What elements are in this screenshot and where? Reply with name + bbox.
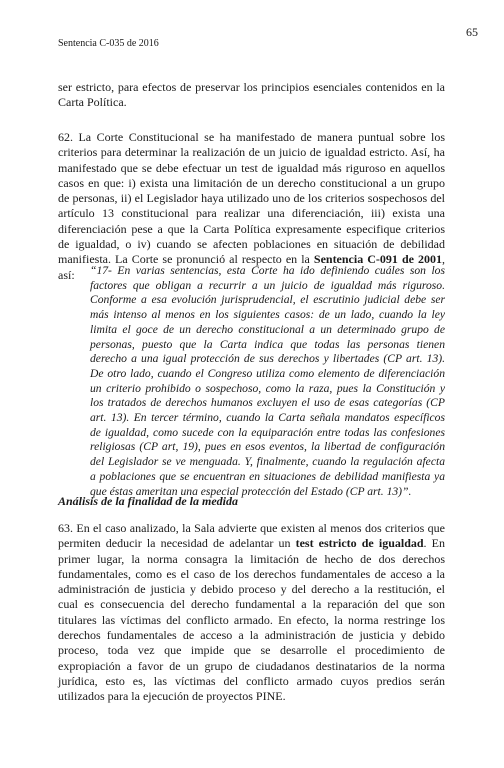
text-run: , [442,252,445,267]
text-line: administración de justicia y debido proceso y del derecho a la restitución, el [58,582,445,597]
text-run: permiten deducir la necesidad de adelantar un [58,536,296,551]
text-line [58,536,445,551]
text-line: de personas, ii) el Legislador haya utilizado uno de los criterios sospechosos del [58,191,445,206]
quote-line: a poblaciones que se encuentran en situaciones de debilidad manifiesta ya [90,469,445,483]
running-head: Sentencia C-035 de 2016 [58,38,159,49]
block-quote [90,264,445,499]
quote-line: los tratados de derechos humanos excluyen el uso de esas categorías (CP [90,396,445,410]
bold-term: test estricto de igualdad [295,536,424,551]
text-run: . En [423,536,445,551]
intro-paragraph [58,80,445,111]
text-line: 62. La Corte Constitucional se ha manifestado de manera puntual sobre los [58,130,445,144]
text-line: 63. En el caso analizado, la Sala advierte que existen al menos dos criterios que [58,521,445,535]
quote-line: factores que obligan a recurrir a un juicio de igualdad más riguroso. [90,278,445,292]
text-line: proceso, toda vez que impide que se desarrolle el procedimiento de [58,643,445,658]
quote-line: de igualdad, como sucede con la equiparación entre todas las confesiones [90,425,445,439]
quote-line: que éstas ameritan una especial protección del Estado (CP art. 13)”. [90,484,412,498]
text-line: así: [58,267,75,282]
text-line: cual es consecuencia del derecho fundamental a la reparación del que son [58,597,445,612]
text-line: Carta Política. [58,95,127,110]
quote-line: art. 13). En tercer término, cuando la Carta señala mandatos específicos [90,411,445,425]
quote-line: De otro lado, cuando el Congreso utiliza como elemento de diferenciación [90,366,445,380]
paragraph-63 [58,521,445,705]
text-line: titulares las víctimas del conflicto armado. En efecto, la norma restringe los [58,612,445,627]
text-line: jurídica, esto es, las víctimas del conflicto armado cuyos predios serán [58,673,445,688]
quote-line: derecho a una igual protección de sus derechos y libertades (CP art. 13). [90,352,445,366]
quote-line: personas, puesto que la Carta indica que todas las personas tienen [90,337,445,351]
text-line: fundamentales, como es el caso de los derechos fundamentales de acceso a la [58,566,445,581]
section-heading: Análisis de la finalidad de la medida [58,494,239,508]
text-line: casos en que: i) exista una limitación de un derecho constitucional a un grupo [58,175,445,190]
quote-line: “17- En varias sentencias, esta Corte ha ido definiendo cuáles son los [90,264,445,277]
text-run: manifiesta. La Corte se pronunció al respecto en la [58,252,314,267]
text-line: artículo 13 constitucional para realizar una diferenciación, iii) exista una [58,206,445,221]
quote-line: Conforme a esa evolución jurisprudencial, el escrutinio judicial debe ser [90,293,445,307]
text-line: criterios para determinar la realización de un juicio de igualdad estricto. Así, ha [58,145,445,160]
quote-line: religiosas (CP art, 19), pues en esos eventos, la libertad de configuración [90,440,445,454]
text-line: ser estricto, para efectos de preservar los principios esenciales contenidos en la [58,80,445,94]
case-citation: Sentencia C-091 de 2001 [313,252,442,267]
paragraph-62 [58,130,445,283]
text-line: derechos fundamentales de acceso a la administración de justicia y debido [58,628,445,643]
quote-line: un criterio prohibido o sospechoso, como la raza, pues la Constitución y [90,381,445,395]
quote-line: limita el goce de un derecho constitucional a un determinado grupo de [90,322,445,336]
text-line: de igualdad, o iv) cuando se afecten poblaciones en situación de debilidad [58,237,445,252]
quote-line: más intenso al menos en los siguientes casos: de un lado, cuando la ley [90,308,445,322]
page-number: 65 [466,25,478,39]
text-line: manifestado que se debe efectuar un test de igualdad más riguroso en aquellos [58,160,445,175]
text-line: expropiación a favor de un grupo de ciudadanos destinatarios de la norma [58,658,445,673]
text-line: utilizados para la ejecución de proyectos PINE. [58,689,286,704]
quote-line: del Legislador se ve menguada. Y, finalmente, cuando la regulación afecta [90,455,445,469]
text-line: diferenciación pese a que la Carta Política expresamente especifique criterios [58,221,445,236]
text-line: primer lugar, la norma consagra la limitación de hecho de dos derechos [58,551,445,566]
